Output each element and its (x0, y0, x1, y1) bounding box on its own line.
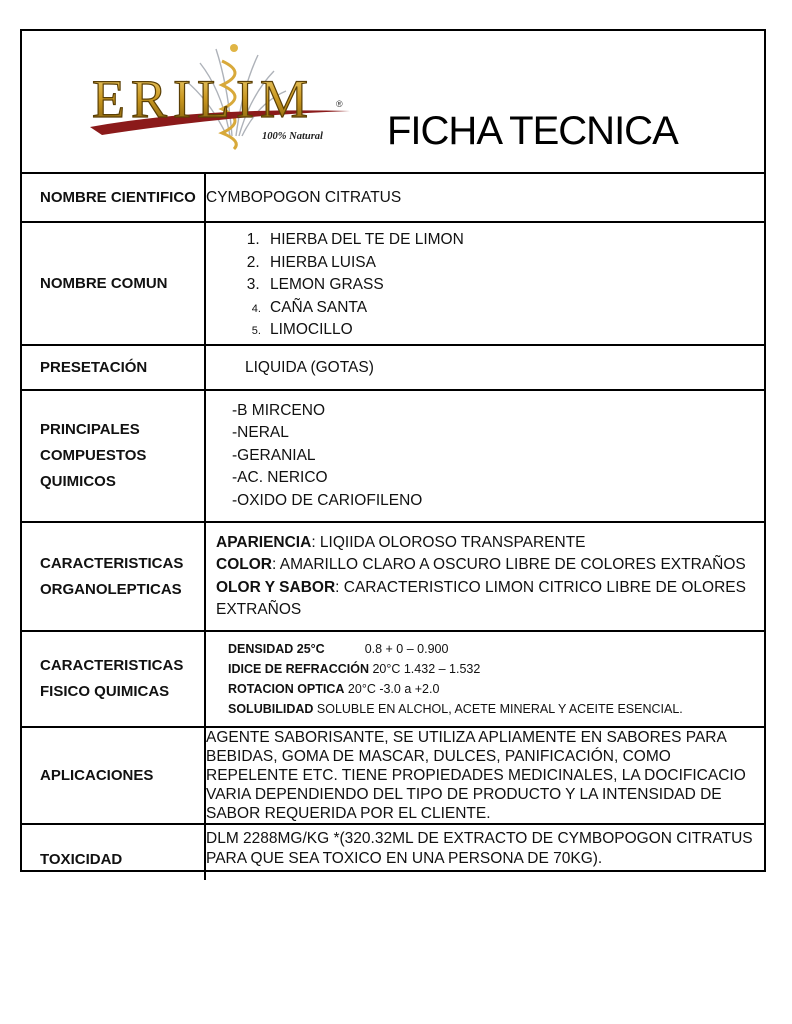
scientific-name-value: CYMBOPOGON CITRATUS (206, 188, 402, 206)
registered-mark: ® (336, 99, 343, 109)
compounds-label-line: COMPUESTOS (40, 447, 147, 464)
density-line (206, 639, 764, 659)
solubility-line (206, 699, 764, 719)
brand-tagline: 100% Natural (262, 131, 323, 142)
color-label: COLOR (216, 556, 272, 573)
list-item: -AC. NERICO (232, 469, 328, 487)
list-item: -NERAL (232, 424, 289, 442)
common-name-cell (205, 222, 764, 345)
list-item: -B MIRCENO (232, 401, 325, 419)
row-label (22, 222, 205, 345)
density-label: DENSIDAD 25°C (228, 642, 325, 656)
presentation-value: LIQUIDA (GOTAS) (205, 345, 764, 390)
table-row (22, 727, 764, 824)
brand-name: ERILIM (92, 69, 314, 129)
row-label (22, 390, 205, 522)
rotation-value: 20°C -3.0 a +2.0 (344, 682, 440, 696)
sheet-header (22, 31, 764, 174)
list-item: 3. LEMON GRASS (264, 274, 764, 297)
list-item: 1. HIERBA DEL TE DE LIMON (264, 229, 764, 252)
rotation-label: ROTACION OPTICA (228, 682, 345, 696)
spec-table (22, 174, 764, 880)
table-row (22, 174, 764, 222)
common-name-label: NOMBRE COMUN (40, 274, 168, 292)
organoleptic-cell (205, 522, 764, 631)
odor-line-continued: EXTRAÑOS (216, 601, 302, 618)
odor-value: : CARACTERISTICO LIMON CITRICO LIBRE DE OLORES (335, 578, 746, 596)
color-value: : AMARILLO CLARO A OSCURO LIBRE DE COLORES EXTRAÑOS (271, 556, 746, 573)
table-row (22, 824, 764, 880)
organoleptic-label-line: CARACTERISTICAS (40, 554, 184, 572)
common-name-list (206, 225, 764, 342)
list-item: -GERANIAL (232, 446, 316, 464)
solubility-label: SOLUBILIDAD (228, 702, 314, 716)
refraction-line (206, 659, 764, 679)
density-value: 0.8 + 0 – 0.900 (364, 642, 449, 656)
presentation-label: PRESETACIÓN (40, 358, 148, 376)
row-label (22, 631, 205, 727)
solubility-value: SOLUBLE EN ALCHOL, ACETE MINERAL Y ACEITE ESENCIAL. (313, 702, 683, 716)
applications-label: APLICACIONES (40, 766, 154, 784)
organoleptic-label-line: ORGANOLEPTICAS (40, 580, 182, 598)
compounds-cell (205, 390, 764, 522)
list-item: 5. LIMOCILLO (264, 319, 764, 342)
technical-sheet (20, 29, 766, 872)
odor-label: OLOR Y SABOR (216, 578, 336, 596)
table-row (22, 522, 764, 631)
physicochemical-cell (205, 631, 764, 727)
row-label (22, 345, 205, 390)
row-label (22, 522, 205, 631)
list-item: 4. CAÑA SANTA (264, 297, 764, 320)
appearance-line (206, 532, 764, 555)
table-row (22, 345, 764, 390)
table-row (22, 222, 764, 345)
document-title: FICHA TECNICA (387, 109, 678, 153)
scientific-name-label: NOMBRE CIENTIFICO (40, 188, 196, 206)
toxicity-label: TOXICIDAD (40, 850, 123, 868)
table-row (22, 390, 764, 522)
appearance-value: : LIQIIDA OLOROSO TRANSPARENTE (311, 533, 586, 551)
color-line (206, 554, 764, 577)
rotation-line (206, 679, 764, 699)
brand-logo (82, 41, 362, 161)
row-label (22, 824, 205, 880)
refraction-label: IDICE DE REFRACCIÓN (228, 662, 369, 676)
compounds-label-line: PRINCIPALES (40, 421, 140, 438)
refraction-value: 20°C 1.432 – 1.532 (368, 662, 481, 676)
odor-line (206, 577, 764, 600)
physicochemical-label-line: CARACTERISTICAS (40, 657, 184, 674)
row-label (22, 727, 205, 824)
list-item: -OXIDO DE CARIOFILENO (232, 491, 423, 509)
physicochemical-label-line: FISICO QUIMICAS (40, 683, 170, 700)
applications-value: AGENTE SABORISANTE, SE UTILIZA APLIAMENTE EN SABORES PARA BEBIDAS, GOMA DE MASCAR, DULCES, PANIFICACIÓN, COMO REPELENTE ETC. TIENE PROPIEDADES MEDICINALES, LA DOCIFICACIO VARIA DEPENDIENDO DEL TIPO DE PRODUCTO Y LA INTENSIDAD DE SABOR REQUERIDA POR EL CLIENTE. (205, 727, 764, 824)
list-item: 2. HIERBA LUISA (264, 252, 764, 275)
compounds-label-line: QUIMICOS (40, 473, 116, 490)
table-row (22, 631, 764, 727)
toxicity-value: DLM 2288MG/KG *(320.32ML DE EXTRACTO DE CYMBOPOGON CITRATUS PARA QUE SEA TOXICO EN UNA PERSONA DE 70KG). (205, 824, 764, 880)
row-label (22, 174, 205, 222)
appearance-label: APARIENCIA (216, 533, 312, 551)
